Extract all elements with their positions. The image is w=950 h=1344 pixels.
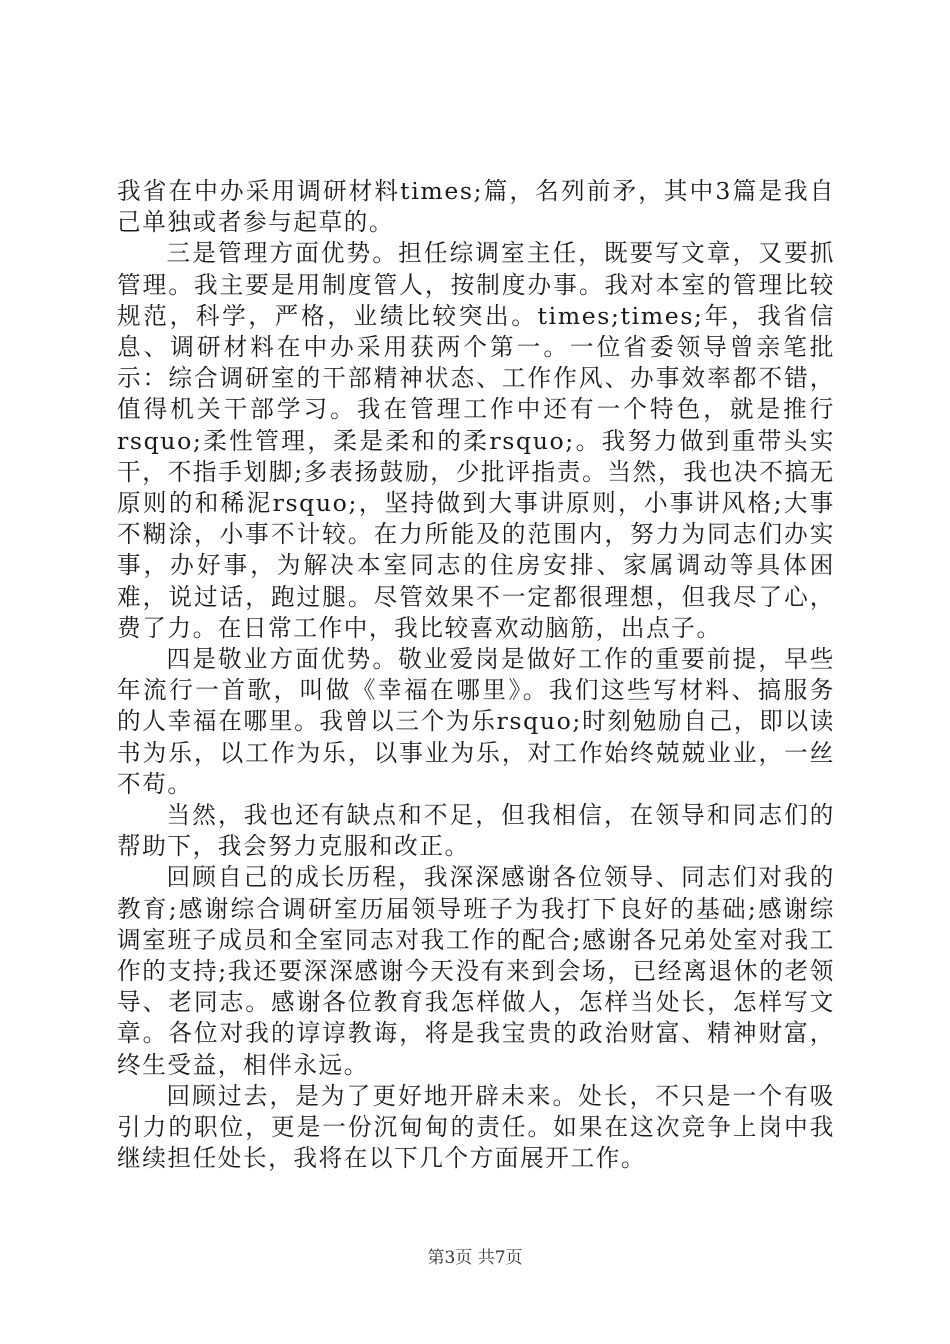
paragraph-1: 我省在中办采用调研材料times;篇，名列前矛，其中3篇是我自己单独或者参与起草的。 xyxy=(117,177,835,237)
paragraph-3: 四是敬业方面优势。敬业爱岗是做好工作的重要前提，早些年流行一首歌，叫做《幸福在哪里》。我们这些写材料、搞服务的人幸福在哪里。我曾以三个为乐rsquo;时刻勉励自己，即以读书为乐，以工作为乐，以事业为乐，对工作始终兢兢业业，一丝不苟。 xyxy=(117,645,835,798)
document-body xyxy=(117,176,835,1175)
paragraph-5: 回顾自己的成长历程，我深深感谢各位领导、同志们对我的教育;感谢综合调研室历届领导班子为我打下良好的基础;感谢综调室班子成员和全室同志对我工作的配合;感谢各兄弟处室对我工作的支持;我还要深深感谢今天没有来到会场，已经离退休的老领导、老同志。感谢各位教育我怎样做人，怎样当处长，怎样写文章。各位对我的谆谆教诲，将是我宝贵的政治财富、精神财富，终生受益，相伴永远。 xyxy=(117,863,835,1079)
page-number-footer: 第3页 共7页 xyxy=(427,1248,523,1268)
paragraph-6: 回顾过去，是为了更好地开辟未来。处长，不只是一个有吸引力的职位，更是一份沉甸甸的责任。如果在这次竞争上岗中我继续担任处长，我将在以下几个方面展开工作。 xyxy=(117,1081,835,1173)
paragraph-4: 当然，我也还有缺点和不足，但我相信，在领导和同志们的帮助下，我会努力克服和改正。 xyxy=(117,801,835,861)
paragraph-2: 三是管理方面优势。担任综调室主任，既要写文章，又要抓管理。我主要是用制度管人，按制度办事。我对本室的管理比较规范，科学，严格，业绩比较突出。times;times;年，我省信息、调研材料在中办采用获两个第一。一位省委领导曾亲笔批示：综合调研室的干部精神状态、工作作风、办事效率都不错，值得机关干部学习。我在管理工作中还有一个特色，就是推行rsquo;柔性管理，柔是柔和的柔rsquo;。我努力做到重带头实干，不指手划脚;多表扬鼓励，少批评指责。当然，我也决不搞无原则的和稀泥rsquo;，坚持做到大事讲原则，小事讲风格;大事不糊涂，小事不计较。在力所能及的范围内，努力为同志们办实事，办好事，为解决本室同志的住房安排、家属调动等具体困难，说过话，跑过腿。尽管效果不一定都很理想，但我尽了心，费了力。在日常工作中，我比较喜欢动脑筋，出点子。 xyxy=(117,239,835,642)
